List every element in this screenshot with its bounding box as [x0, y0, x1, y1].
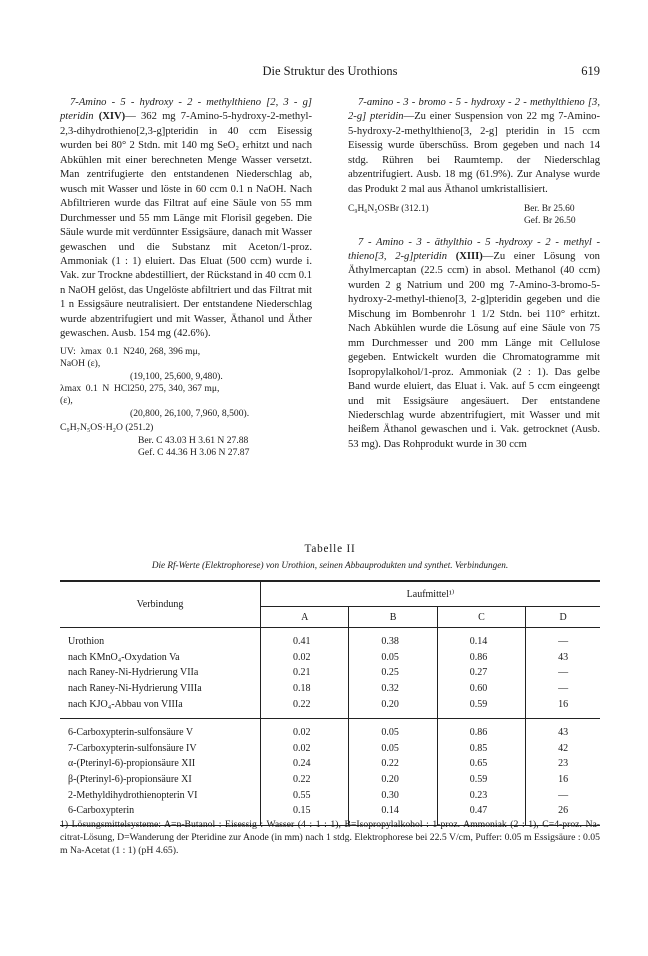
table-row [60, 696, 600, 718]
rf-value-a: 0.02 [261, 650, 349, 666]
compound-title-bromo: 7-amino - 3 - bromo - 5 - hydroxy - 2 - methylthieno [3, 2-g] pteridin [348, 97, 600, 123]
compound-name: 2-Methyldihydrothienopterin VI [60, 787, 261, 803]
table-body [60, 628, 600, 826]
rf-value-d: — [558, 683, 569, 695]
rf-value-b: 0.25 [349, 665, 437, 681]
compound-title-xiv: 7-Amino - 5 - hydroxy - 2 - methylthieno [2, 3 - g] pteridin [60, 97, 312, 123]
rf-value-c: 0.85 [437, 741, 525, 757]
header-col-a: A [261, 607, 349, 628]
formula-bromo: C₉H₆N₅OSBr (312.1) [348, 204, 429, 215]
rf-value-b: 0.20 [349, 772, 437, 788]
table-row [60, 772, 600, 788]
rf-value-b: 0.05 [349, 650, 437, 666]
table-row [60, 681, 600, 697]
table-subtitle: Die Rf-Werte (Elektrophorese) von Urothion, seinen Abbauprodukten und synthet. Verbindungen. [151, 560, 509, 570]
rf-value-a: 0.21 [261, 665, 349, 681]
rf-value-a: 0.22 [261, 696, 349, 718]
rf-value-c: 0.47 [437, 803, 525, 825]
calc-bromo: Ber. Br 25.60 [524, 204, 575, 215]
rf-value-c: 0.59 [437, 772, 525, 788]
header-col-b: B [349, 607, 437, 628]
compound-name: Urothion [60, 628, 261, 650]
compound-label-xiv: (XIV) [98, 111, 126, 123]
header-laufmittel: Laufmittel¹⁾ [261, 581, 601, 607]
compound-label-xiii: (XIII) [455, 251, 483, 263]
found-bromo: Gef. Br 26.50 [524, 216, 576, 227]
found-xiv: Gef. C 44.36 H 3.06 N 27.87 [138, 446, 250, 458]
rf-value-d: 16 [558, 774, 569, 786]
paragraph-xiv-text: — 362 mg 7-Amino-5-hydroxy-2-methyl-2,3-dihydrothieno[2,3-g]pteridin in 40 ccm Eisessig wurden bei 80° 2 Stdn. mit 140 mg SeO₂ erhitzt und nach Abkühlen mit einer berechneten Menge Wasser versetzt. Man zentrifugierte den entstandenen Niederschlag ab, wusch mit Wasser und löste in 60 ccm 0.1 n NaOH. Nach Abfiltrieren wurde das Filtrat auf eine Säule von 55 mm Durchmesser und 55 mm Länge mit Florisil gegeben. Die Säule wurde mit verdünnter Essigsäure, danach mit Wasser gewaschen und die Substanz mit Aceton/1-proz. Ammoniak (1 : 1) eluiert. Das Eluat (500 ccm) wurde i. Vak. zur Trockne abdestilliert, der Rückstand in 40 ccm 0.1 n NaOH gelöst, das Ungelöste abfiltriert und das Filtrat mit 1 n Essigsäure neutralisiert. Der entstandene Niederschlag wurde abzentrifugiert und mit Wasser, Äthanol und Äther gewaschen. Ausb. 154 mg (42.6%). [60, 111, 312, 340]
compound-name: nach Raney-Ni-Hydrierung VIIa [60, 665, 261, 681]
rf-value-c: 0.86 [437, 718, 525, 740]
rf-value-d: 43 [558, 651, 569, 663]
compound-name: nach KJO₄-Abbau von VIIIa [60, 696, 261, 718]
rf-value-b: 0.05 [349, 718, 437, 740]
uv2-values: 250, 275, 340, 367 mμ, [130, 382, 220, 394]
rf-value-a: 0.18 [261, 681, 349, 697]
rf-value-c: 0.14 [437, 628, 525, 650]
compound-name: nach Raney-Ni-Hydrierung VIIIa [60, 681, 261, 697]
compound-name: 7-Carboxypterin-sulfonsäure IV [60, 741, 261, 757]
rf-value-c: 0.65 [437, 756, 525, 772]
uv1-epsilon: (19,100, 25,600, 9,480). [130, 370, 223, 382]
rf-value-d: 26 [558, 805, 569, 817]
rf-value-b: 0.20 [349, 696, 437, 718]
paragraph-xiii [348, 236, 600, 453]
rf-value-b: 0.38 [349, 628, 437, 650]
rf-value-a: 0.22 [261, 772, 349, 788]
elemental-analysis-xiv [60, 422, 312, 459]
rf-table [60, 580, 600, 826]
uv2-epsilon: (20,800, 26,100, 7,960, 8,500). [130, 407, 250, 419]
rf-value-a: 0.55 [261, 787, 349, 803]
page-number: 619 [581, 64, 600, 78]
rf-value-c: 0.59 [437, 696, 525, 718]
rf-value-b: 0.05 [349, 741, 437, 757]
table-row [60, 665, 600, 681]
rf-value-c: 0.60 [437, 681, 525, 697]
rf-value-b: 0.14 [349, 803, 437, 825]
compound-name: β-(Pterinyl-6)-propionsäure XI [60, 772, 261, 788]
paragraph-bromo-text: —Zu einer Suspension von 22 mg 7-Amino-5-hydroxy-2-methylthieno[3, 2-g] pteridin in 15 ccm Eisessig wurde überschüss. Brom gegeben und nach 14 stdg. Rühren bei Raumtemp. der Niederschlag abzentrifugiert. Ausb. 18 mg (61.9%). Zur Analyse wurde das Produkt 2 mal aus Äthanol umkristallisiert. [348, 111, 600, 195]
paragraph-xiii-text: —Zu einer Lösung von Äthylmercaptan (22.5 ccm) in absol. Methanol (40 ccm) wurden 2 g Natrium und 200 mg 7-Amino-3-bromo-5-hydroxy-2-methyl-thieno[3, 2-g]pteridin gegeben und die Mischung im Bombenrohr 1 1/2 Stdn. bei 110° erhitzt. Nach Abkühlen wurde die Lösung auf eine Säule von 75 mm Durchmesser und 200 mm Länge mit Cellulose gegeben. Entwickelt wurden die Chromatogramme mit Isopropylalkohol/1-proz. Ammoniak (2 : 1). Das gelbe Band wurde eluiert, das Eluat i. Vak. auf 5 ccm eingeengt und mit Essigsäure angesäuert. Der entstandene Niederschlag wurde abzentrifugiert, mit Wasser und mit heißem Äthanol gewaschen und i. Vak. getrocknet (Ausb. 53 mg). Das Rohprodukt wurde in 30 ccm [348, 251, 600, 450]
compound-title-xiii: 7 - Amino - 3 - äthylthio - 5 -hydroxy - 2 - methyl - thieno[3, 2-g]pteridin [348, 236, 600, 263]
uv-data [60, 346, 312, 420]
header-verbindung: Verbindung [60, 581, 261, 628]
rf-value-a: 0.24 [261, 756, 349, 772]
table-row [60, 741, 600, 757]
right-column [348, 96, 600, 452]
rf-value-b: 0.30 [349, 787, 437, 803]
compound-name: nach KMnO₄-Oxydation Va [60, 650, 261, 666]
paragraph-bromo [348, 96, 600, 197]
compound-name: 6-Carboxypterin-sulfonsäure V [60, 718, 261, 740]
rf-value-d: — [558, 789, 569, 801]
running-title: Die Struktur des Urothions [262, 64, 398, 78]
uv1-condition: λmax 0.1 N NaOH (ε), [60, 345, 130, 370]
rf-value-a: 0.41 [261, 628, 349, 650]
rf-value-a: 0.15 [261, 803, 349, 825]
page-header [60, 64, 600, 80]
calc-xiv: Ber. C 43.03 H 3.61 N 27.88 [138, 434, 249, 446]
uv-label: UV: λmax 0.1 N NaOH (ε), [60, 345, 130, 370]
rf-value-d: 42 [558, 742, 569, 754]
rf-value-a: 0.02 [261, 718, 349, 740]
header-col-c: C [437, 607, 525, 628]
header-col-d: D [526, 607, 600, 628]
rf-value-b: 0.22 [349, 756, 437, 772]
uv1-values: 240, 268, 396 mμ, [130, 345, 201, 357]
rf-value-d: 16 [558, 698, 569, 710]
compound-name: α-(Pterinyl-6)-propionsäure XII [60, 756, 261, 772]
uv2-condition: λmax 0.1 N HCl (ε), [60, 382, 130, 407]
rf-value-c: 0.23 [437, 787, 525, 803]
rf-value-d: — [558, 667, 569, 679]
table-row [60, 650, 600, 666]
rf-value-c: 0.86 [437, 650, 525, 666]
elemental-analysis-bromo [348, 203, 600, 227]
table-row [60, 718, 600, 740]
table-row [60, 787, 600, 803]
table-row [60, 628, 600, 650]
formula-xiv: C₉H₇N₅OS·H₂O (251.2) [60, 422, 154, 434]
footnote: 1) Lösungsmittelsysteme: A=n-Butanol : Eisessig : Wasser (4 : 1 : 1), B=Isopropylalkohol : 1-proz. Ammoniak (2 : 1), C=4-proz. Na-citrat-Lösung, D=Wanderung der Pteridine zur Anode (in mm) nach 1 stdg. Elektrophorese bei 22.5 V/cm, Puffer: 0.05 m Essigsäure : 0.05 m Na-Acetat (1 : 1) (pH 4.65). [60, 819, 600, 857]
table-caption: Tabelle II [304, 543, 356, 555]
rf-value-d: 23 [558, 758, 569, 770]
table-row [60, 756, 600, 772]
rf-value-c: 0.27 [437, 665, 525, 681]
rf-value-b: 0.32 [349, 681, 437, 697]
compound-name: 6-Carboxypterin [60, 803, 261, 825]
rf-value-d: — [558, 636, 569, 648]
rf-value-a: 0.02 [261, 741, 349, 757]
paragraph-xiv [60, 96, 312, 342]
left-column [60, 96, 312, 463]
rf-value-d: 43 [526, 718, 600, 740]
